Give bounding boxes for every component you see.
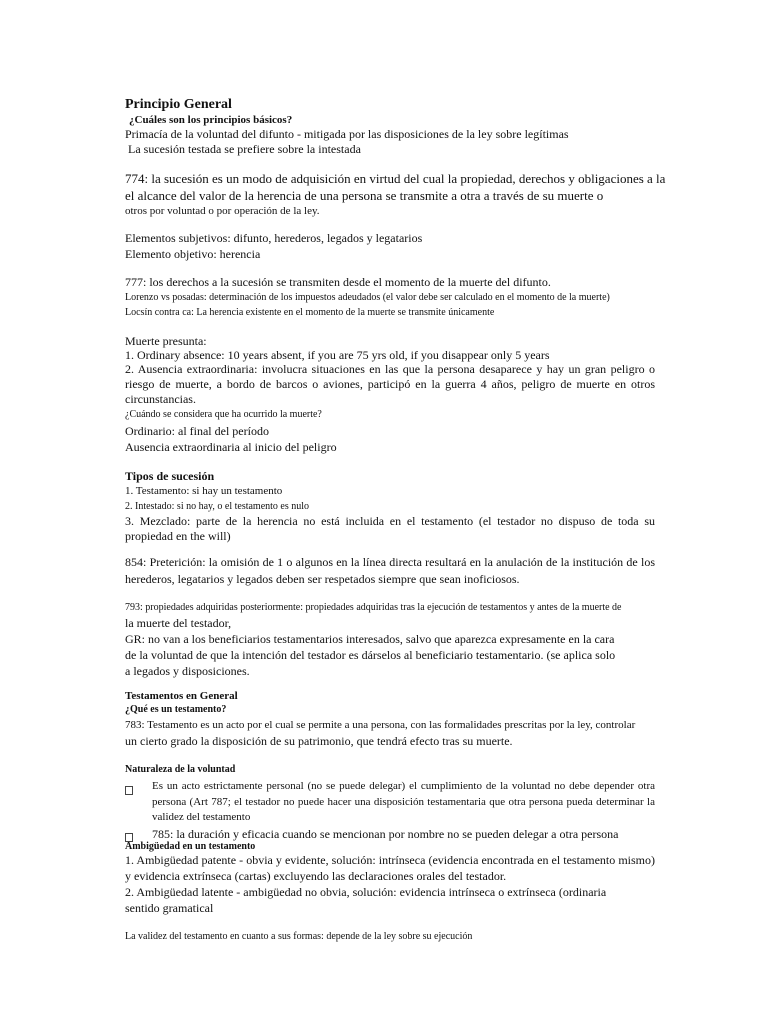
missing-glyph-icon [125, 829, 137, 839]
section-title: Ambigüedad en un testamento [125, 841, 256, 852]
article-774 [125, 170, 666, 219]
list-item [125, 826, 655, 842]
paragraph-line: 777: los derechos a la sucesión se transmiten desde el momento de la muerte del difunto. [125, 275, 551, 289]
list-item: 2. Ausencia extraordinaria: involucra situaciones en las que la persona desaparece y hay un gran peligro o riesgo de muerte, a bordo de barcos o aviones, participó en la guerra 4 años, peligro de muerte en otros circunstancias. [125, 362, 655, 406]
elementos [125, 230, 655, 262]
bullet-text: Es un acto estrictamente personal (no se puede delegar) el cumplimiento de la voluntad no debe depender otra persona (Art 787; el testador no puede hacer una disposición testamentaria que otra persona pueda determinar la validez del testamento [152, 780, 655, 823]
paragraph-line: La sucesión testada se prefiere sobre la intestada [128, 142, 361, 157]
paragraph-line: de la voluntad de que la intención del testador es dárselos al beneficiario testamentario. (se aplica solo [125, 648, 616, 662]
paragraph-line: 783: Testamento es un acto por el cual se permite a una persona, con las formalidades prescritas por la ley, controlar [125, 719, 636, 731]
paragraph-line: a legados y disposiciones. [125, 664, 250, 678]
paragraph-line: GR: no van a los beneficiarios testamentarios interesados, salvo que aparezca expresamente en la cara [125, 632, 615, 646]
list-item: 3. Mezclado: parte de la herencia no está incluida en el testamento (el testador no dispuso de toda su propiedad en the will) [125, 514, 655, 543]
list-item: 1. Ordinary absence: 10 years absent, if you are 75 yrs old, if you disappear only 5 years [125, 348, 550, 362]
section-question: ¿Qué es un testamento? [125, 704, 227, 715]
list-item: 1. Testamento: si hay un testamento [125, 485, 283, 497]
missing-glyph-icon [125, 782, 137, 792]
paragraph-line: 793: propiedades adquiridas posteriormente: propiedades adquiridas tras la ejecución de testamentos y antes de la muerte de [125, 602, 622, 613]
paragraph-line: Ausencia extraordinaria al inicio del peligro [125, 440, 337, 454]
paragraph-line: la muerte del testador, [125, 616, 232, 630]
paragraph-question: ¿Cuándo se considera que ha ocurrido la muerte? [125, 409, 322, 420]
muerte-presunta [125, 334, 655, 455]
section-title: Testamentos en General [125, 690, 238, 702]
list-item: sentido gramatical [125, 901, 214, 915]
list-item [125, 779, 655, 826]
article-777 [125, 274, 655, 320]
paragraph-heading: Muerte presunta: [125, 334, 207, 348]
paragraph-line: Locsín contra ca: La herencia existente en el momento de la muerte se transmite únicamente [125, 307, 495, 318]
paragraph-line: otros por voluntad o por operación de la ley. [125, 205, 320, 217]
naturaleza-de-la-voluntad [125, 763, 655, 842]
section-principio-general [125, 96, 655, 157]
paragraph-line: Elemento objetivo: herencia [125, 247, 261, 261]
paragraph: 854: Preterición: la omisión de 1 o algunos en la línea directa resultará en la anulación de la institución de los herederos, legatarios y legados deben ser respetados siempre que sean inoficiosos. [125, 555, 655, 586]
paragraph-line: Ordinario: al final del período [125, 424, 269, 438]
tipos-de-sucesion [125, 468, 655, 544]
paragraph-line: 774: la sucesión es un modo de adquisición en virtud del cual la propiedad, derechos y obligaciones a la [125, 171, 666, 186]
paragraph-line: el alcance del valor de la herencia de una persona se transmite a otra a través de su muerte o [125, 188, 604, 203]
paragraph-line: Lorenzo vs posadas: determinación de los impuestos adeudados (el valor debe ser calculado en el momento de la muerte) [125, 292, 610, 303]
testamentos-en-general [125, 689, 655, 749]
paragraph-line: Primacía de la voluntad del difunto - mitigada por las disposiciones de la ley sobre legítimas [125, 127, 569, 142]
ambiguedad-en-un-testamento [125, 841, 655, 916]
article-854 [125, 554, 655, 588]
list-item: 2. Ambigüedad latente - ambigüedad no obvia, solución: evidencia intrínseca o extrínseca (ordinaria [125, 885, 607, 899]
article-793 [125, 601, 655, 679]
paragraph-line: La validez del testamento en cuanto a sus formas: depende de la ley sobre su ejecución [125, 931, 473, 942]
section-title: Tipos de sucesión [125, 469, 215, 483]
section-title: Naturaleza de la voluntad [125, 764, 236, 775]
list-item: 1. Ambigüedad patente - obvia y evidente, solución: intrínseca (evidencia encontrada en el testamento mismo) y evidencia extrínseca (cartas) excluyendo las declaraciones orales del testador. [125, 853, 655, 883]
paragraph-line: Elementos subjetivos: difunto, herederos, legados y legatarios [125, 231, 423, 245]
bullet-text: 785: la duración y eficacia cuando se mencionan por nombre no se pueden delegar a otra persona [152, 826, 619, 841]
section-title: Principio General [125, 97, 232, 112]
validez-del-testamento [125, 930, 655, 944]
section-question: ¿Cuáles son los principios básicos? [129, 113, 293, 126]
paragraph-line: un cierto grado la disposición de su patrimonio, que tendrá efecto tras su muerte. [125, 734, 513, 748]
list-item: 2. Intestado: si no hay, o el testamento es nulo [125, 501, 310, 512]
